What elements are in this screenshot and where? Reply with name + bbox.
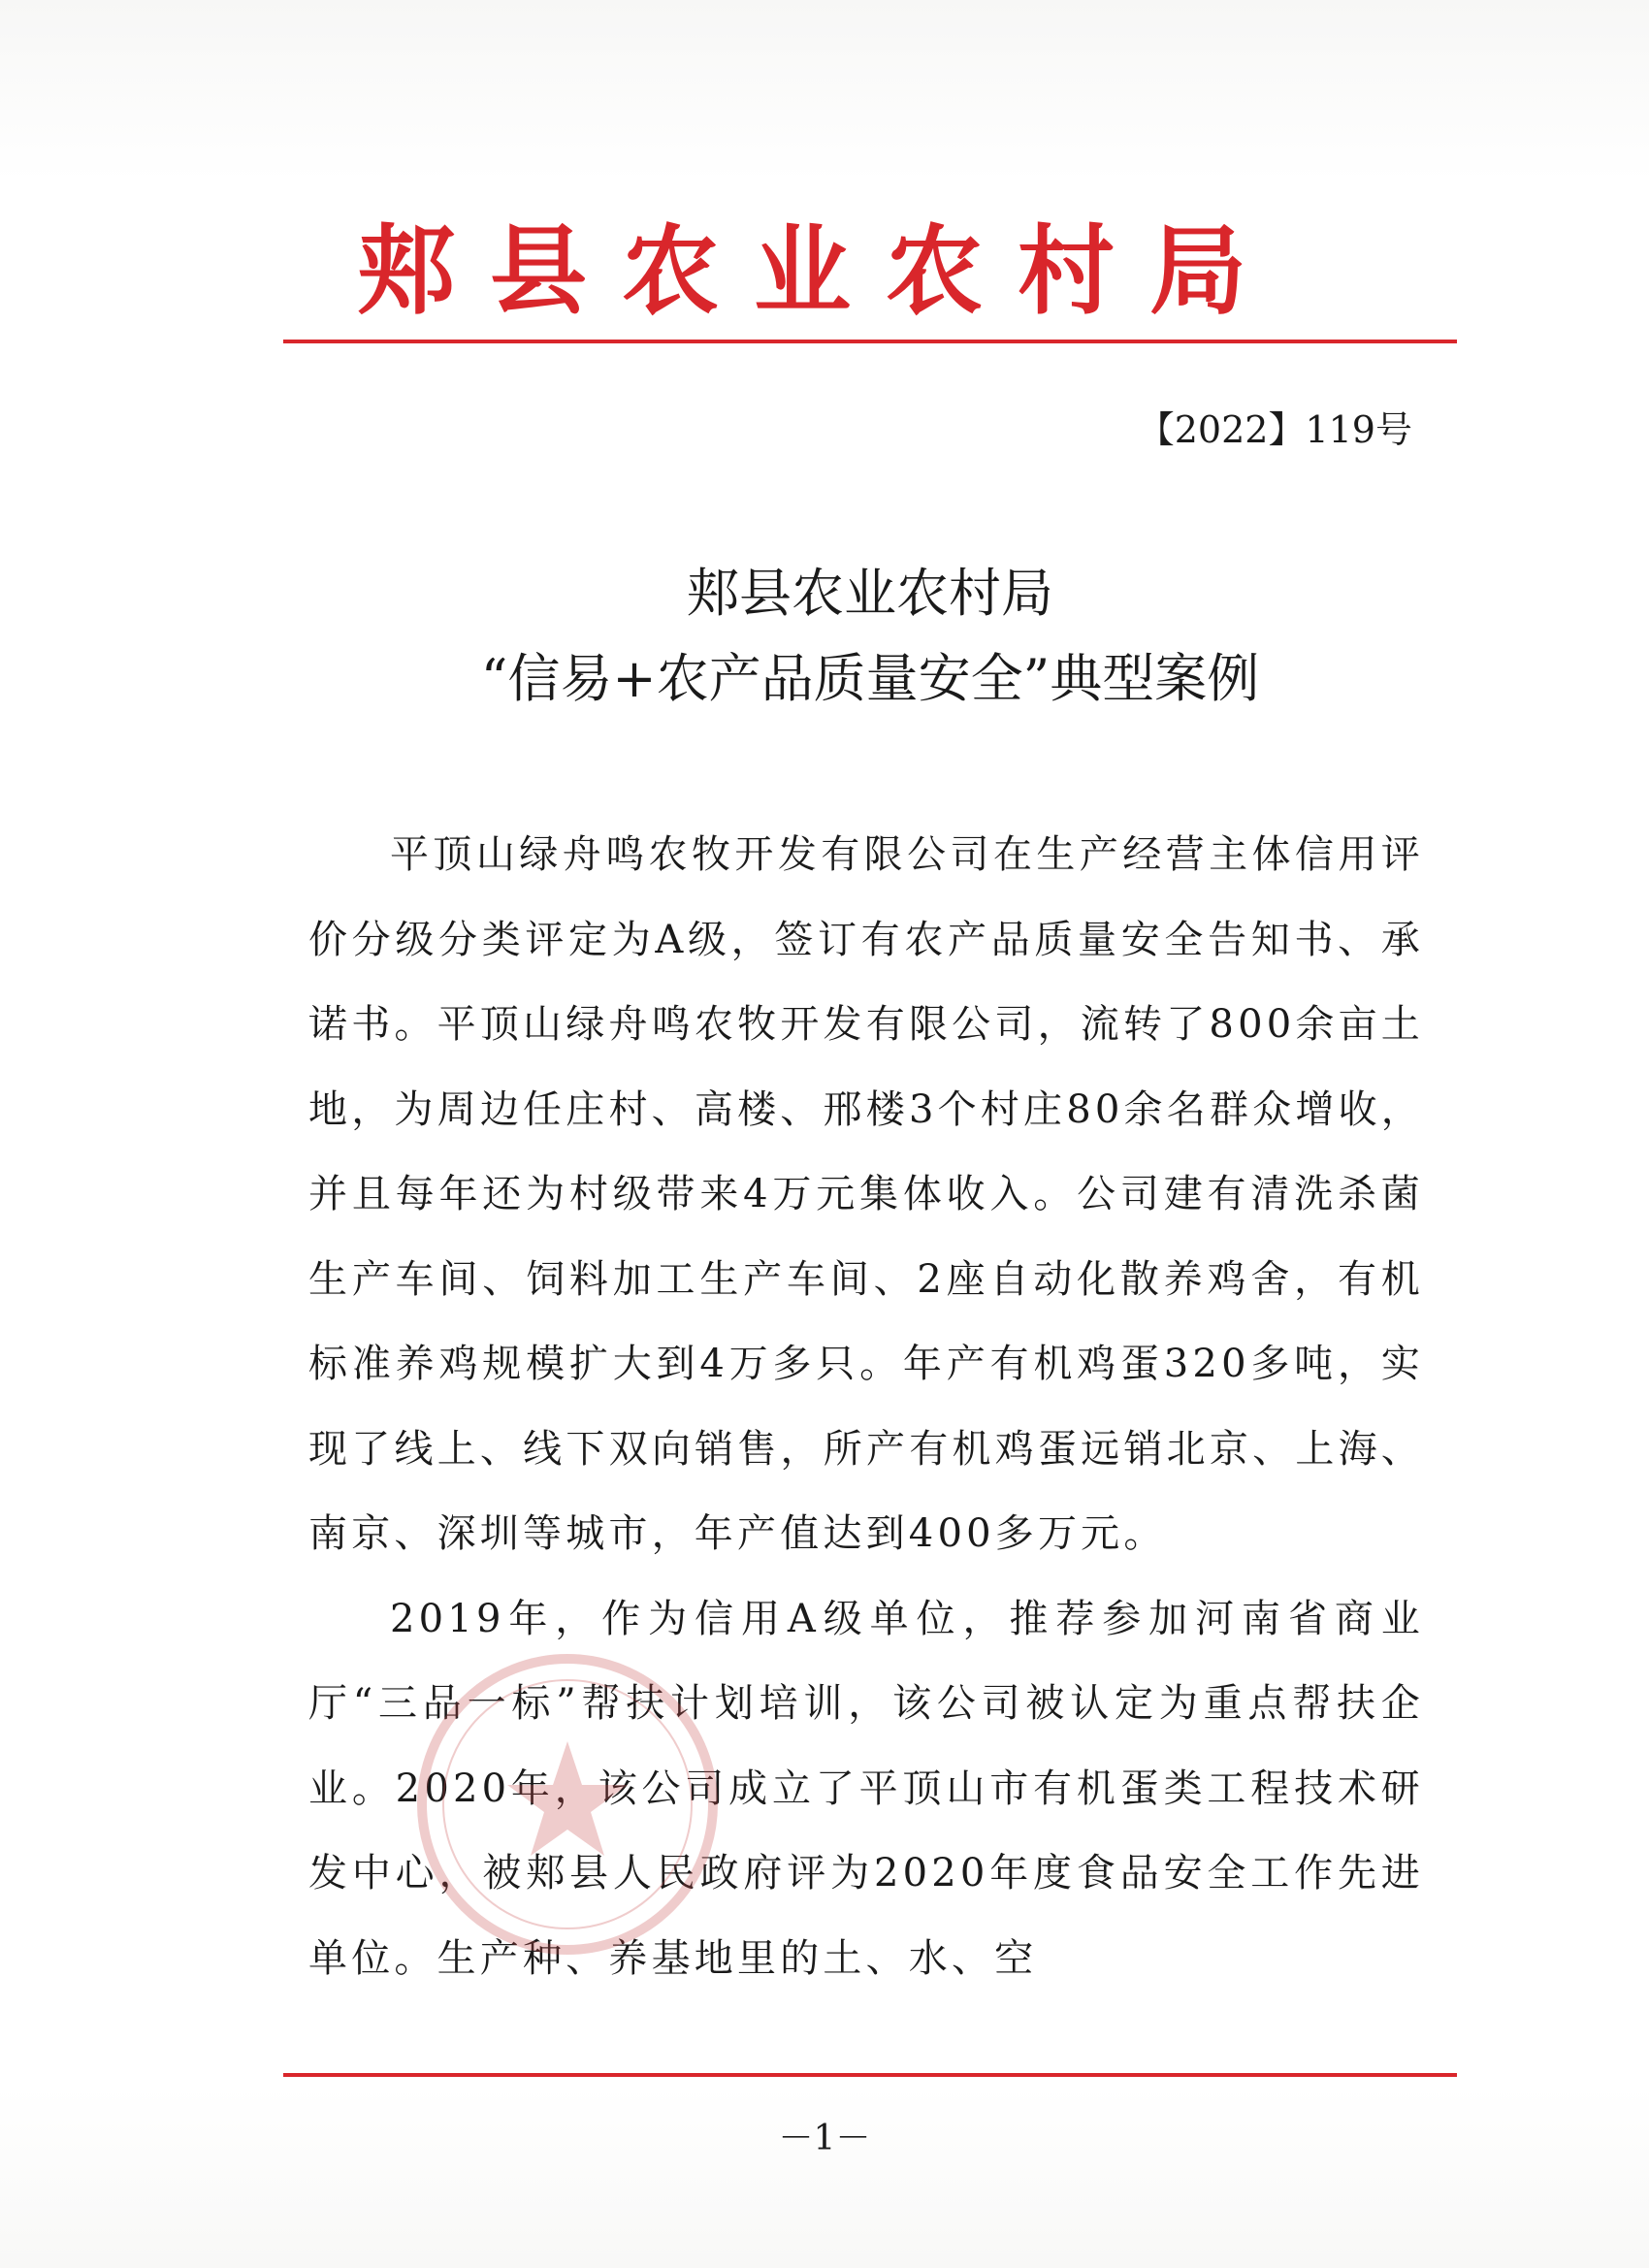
body-paragraph-2: 2019年，作为信用A级单位，推荐参加河南省商业厅“三品一标”帮扶计划培训，该公司被认定为重点帮扶企业。2020年，该公司成立了平顶山市有机蛋类工程技术研发中心，被郏县人民政府评为2020年度食品安全工作先进单位。生产种、养基地里的土、水、空 [308,1596,1424,1981]
document-title-line-1: 郏县农业农村局 [687,563,1053,624]
header-red-rule [283,340,1457,343]
official-seal-icon [412,1649,723,1960]
document-title-line-2: “信易+农产品质量安全”典型案例 [480,648,1260,709]
body-paragraph-1: 平顶山绿舟鸣农牧开发有限公司在生产经营主体信用评价分级分类评定为A级，签订有农产品质量安全告知书、承诺书。平顶山绿舟鸣农牧开发有限公司，流转了800余亩土地，为周边任庄村、高楼、邢楼3个村庄80余名群众增收，并且每年还为村级带来4万元集体收入。公司建有清洗杀菌生产车间、饲料加工生产车间、2座自动化散养鸡舍，有机标准养鸡规模扩大到4万多只。年产有机鸡蛋320多吨，实现了线上、线下双向销售，所产有机鸡蛋远销北京、上海、南京、深圳等城市，年产值达到400多万元。 [308,832,1424,1556]
agency-header: 郏县农业农村局 [358,214,1281,328]
page-number: －1－ [778,2119,871,2158]
footer-red-rule [283,2073,1457,2077]
document-number: 【2022】119号 [1137,408,1412,451]
